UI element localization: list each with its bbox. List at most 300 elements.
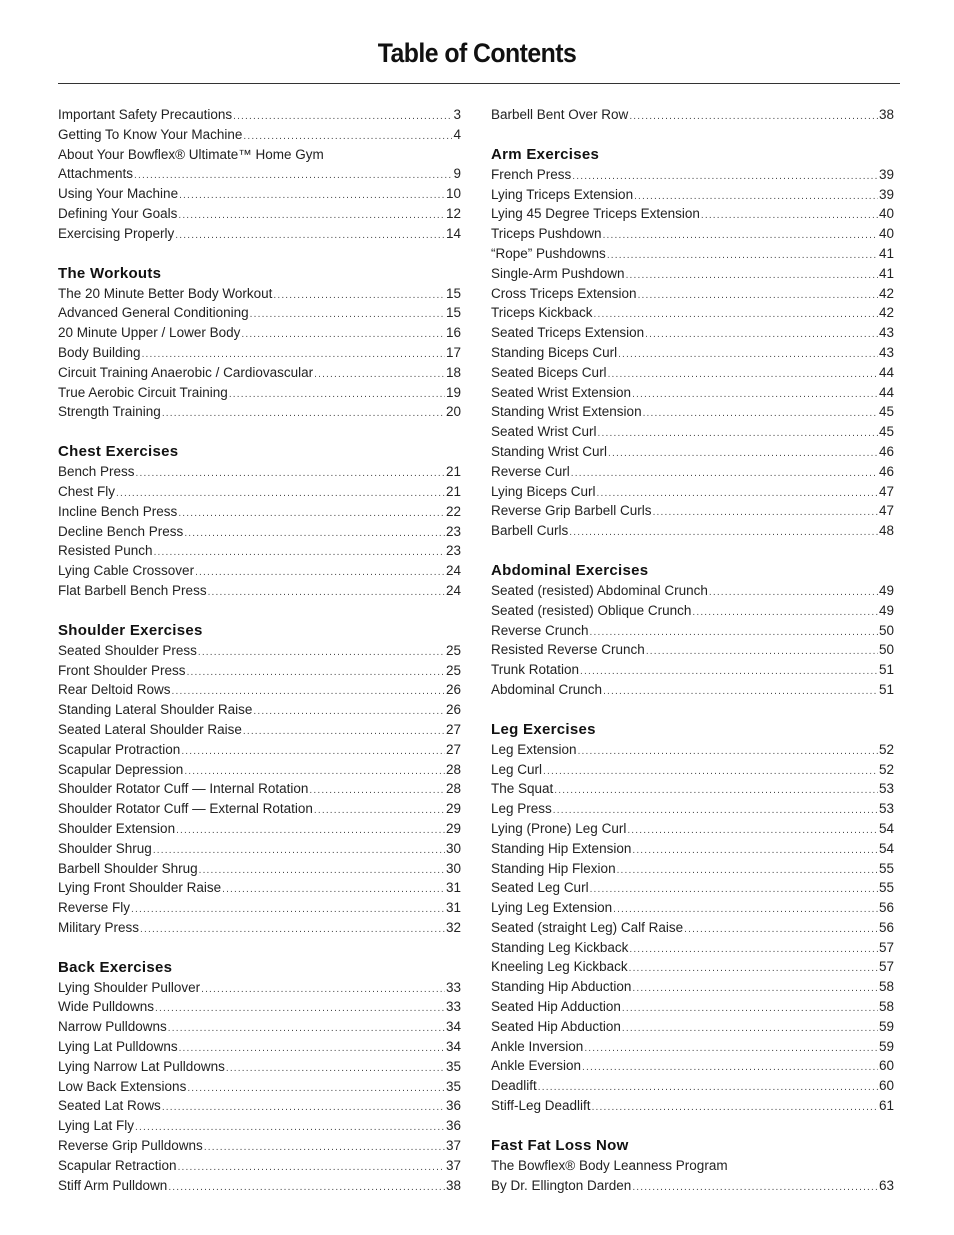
entry-title: Seated Leg Curl xyxy=(491,880,589,896)
dot-leader xyxy=(201,980,445,998)
toc-entry[interactable] xyxy=(58,779,461,799)
entry-title: Barbell Curls xyxy=(491,523,569,539)
toc-entry[interactable] xyxy=(491,898,894,918)
dot-leader xyxy=(195,563,445,581)
toc-entry[interactable] xyxy=(491,383,894,403)
entry-title: Deadlift xyxy=(491,1078,537,1094)
dot-leader xyxy=(184,762,445,780)
dot-leader xyxy=(643,404,878,422)
entry-title: Seated Hip Adduction xyxy=(491,999,621,1015)
entry-title: Shoulder Shrug xyxy=(58,840,152,856)
page-number: 24 xyxy=(445,563,461,579)
entry-title: Lying Triceps Extension xyxy=(491,186,634,202)
page-number: 23 xyxy=(445,523,461,539)
entry-title: Body Building xyxy=(58,344,141,360)
page-number: 57 xyxy=(878,959,894,975)
toc-entry[interactable] xyxy=(491,323,894,343)
toc-entry[interactable] xyxy=(58,1136,461,1156)
toc-section-arm-exercises xyxy=(491,145,894,541)
page-number: 20 xyxy=(445,404,461,420)
section-heading: Abdominal Exercises xyxy=(491,561,649,579)
dot-leader xyxy=(233,107,452,125)
entry-title: Leg Extension xyxy=(491,741,577,757)
page-number: 32 xyxy=(445,919,461,935)
toc-entry[interactable] xyxy=(491,621,894,641)
page-number: 43 xyxy=(878,325,894,341)
page-number: 33 xyxy=(445,999,461,1015)
dot-leader xyxy=(253,702,445,720)
page-number: 42 xyxy=(878,305,894,321)
page-number: 58 xyxy=(878,999,894,1015)
toc-entry[interactable] xyxy=(491,1037,894,1057)
entry-title: Standing Biceps Curl xyxy=(491,344,618,360)
page-number: 50 xyxy=(878,622,894,638)
toc-entry[interactable] xyxy=(58,522,461,542)
entry-title: Lying Lat Pulldowns xyxy=(58,1039,178,1055)
toc-entry-line: The Bowflex® Body Leanness Program xyxy=(491,1157,728,1173)
toc-entry[interactable] xyxy=(491,185,894,205)
entry-title: Bench Press xyxy=(58,464,135,480)
entry-title: Strength Training xyxy=(58,404,161,420)
dot-leader xyxy=(131,900,445,918)
entry-title: True Aerobic Circuit Training xyxy=(58,384,228,400)
page-number: 38 xyxy=(878,107,894,122)
dot-leader xyxy=(603,226,878,244)
entry-title: Resisted Reverse Crunch xyxy=(491,642,645,658)
toc-right-column xyxy=(491,105,894,1215)
page-number: 54 xyxy=(878,820,894,836)
toc-entry[interactable] xyxy=(58,323,461,343)
section-heading: Chest Exercises xyxy=(58,443,179,461)
page-number: 48 xyxy=(878,523,894,539)
entry-title: Seated Hip Abduction xyxy=(491,1018,621,1034)
toc-entry[interactable] xyxy=(58,105,461,125)
entry-title: Exercising Properly xyxy=(58,225,175,241)
page-number: 44 xyxy=(878,384,894,400)
toc-entry[interactable] xyxy=(58,462,461,482)
dot-leader xyxy=(187,663,445,681)
page-number: 54 xyxy=(878,840,894,856)
toc-entry[interactable] xyxy=(491,640,894,660)
entry-title: Front Shoulder Press xyxy=(58,662,186,678)
dot-leader xyxy=(168,1019,445,1037)
page-number: 25 xyxy=(445,662,461,678)
dot-leader xyxy=(538,1078,878,1096)
toc-entry[interactable] xyxy=(58,839,461,859)
toc-entry[interactable] xyxy=(58,819,461,839)
toc-entry[interactable] xyxy=(58,204,461,224)
toc-entry[interactable] xyxy=(58,402,461,422)
dot-leader xyxy=(582,1058,878,1076)
toc-entry[interactable] xyxy=(58,1037,461,1057)
entry-title: Advanced General Conditioning xyxy=(58,305,249,321)
dot-leader xyxy=(646,642,878,660)
entry-title: Lying Shoulder Pullover xyxy=(58,979,201,995)
toc-entry[interactable] xyxy=(58,1116,461,1136)
page-number: 21 xyxy=(445,464,461,480)
toc-entry[interactable] xyxy=(58,641,461,661)
entry-title: Leg Press xyxy=(491,801,552,817)
page-number: 36 xyxy=(445,1118,461,1134)
entry-title: Rear Deltoid Rows xyxy=(58,682,171,698)
dot-leader xyxy=(626,266,878,284)
entry-title: Triceps Kickback xyxy=(491,305,593,321)
dot-leader xyxy=(175,226,445,244)
page-number: 16 xyxy=(445,325,461,341)
toc-entry[interactable] xyxy=(58,997,461,1017)
toc-entry[interactable] xyxy=(58,1176,461,1196)
toc-entry[interactable] xyxy=(491,839,894,859)
page-number: 30 xyxy=(445,860,461,876)
dot-leader xyxy=(608,365,878,383)
toc-entry[interactable] xyxy=(491,105,894,125)
entry-title: Important Safety Precautions xyxy=(58,107,233,122)
toc-entry[interactable] xyxy=(58,740,461,760)
dot-leader xyxy=(597,484,878,502)
dot-leader xyxy=(155,999,445,1017)
toc-entry[interactable] xyxy=(491,581,894,601)
dot-leader xyxy=(116,484,445,502)
toc-entry[interactable] xyxy=(58,303,461,323)
toc-entry[interactable] xyxy=(58,720,461,740)
toc-section-chest-exercises xyxy=(58,442,461,601)
page-number: 55 xyxy=(878,860,894,876)
entry-title: Leg Curl xyxy=(491,761,543,777)
page-number: 14 xyxy=(445,225,461,241)
toc-entry[interactable] xyxy=(491,284,894,304)
entry-title: Seated Biceps Curl xyxy=(491,364,607,380)
page-number: 39 xyxy=(878,186,894,202)
entry-title: Shoulder Extension xyxy=(58,820,176,836)
toc-entry[interactable] xyxy=(58,541,461,561)
dot-leader xyxy=(250,305,445,323)
entry-title: Incline Bench Press xyxy=(58,503,178,519)
toc-entry[interactable] xyxy=(58,978,461,998)
dot-leader xyxy=(179,186,445,204)
dot-leader xyxy=(154,543,445,561)
toc-entry[interactable] xyxy=(58,760,461,780)
entry-title: Standing Lateral Shoulder Raise xyxy=(58,702,253,718)
dot-leader xyxy=(638,286,878,304)
entry-title: Circuit Training Anaerobic / Cardiovascular xyxy=(58,364,314,380)
dot-leader xyxy=(162,1098,445,1116)
page-number: 49 xyxy=(878,602,894,618)
toc-entry[interactable] xyxy=(58,343,461,363)
dot-leader xyxy=(592,1098,878,1116)
page-number: 19 xyxy=(445,384,461,400)
toc-entry[interactable] xyxy=(58,1077,461,1097)
dot-leader xyxy=(243,127,452,145)
page-number: 40 xyxy=(878,206,894,222)
dot-leader xyxy=(632,1178,878,1196)
entry-title: Scapular Depression xyxy=(58,761,184,777)
entry-title: “Rope” Pushdowns xyxy=(491,245,606,261)
page-number: 12 xyxy=(445,205,461,221)
toc-entry[interactable] xyxy=(491,264,894,284)
page-number: 26 xyxy=(445,682,461,698)
page-number: 34 xyxy=(445,1019,461,1035)
toc-entry-line: About Your Bowflex® Ultimate™ Home Gym xyxy=(58,146,324,162)
entry-title: Lying Front Shoulder Raise xyxy=(58,880,222,896)
dot-leader xyxy=(187,1079,445,1097)
entry-title: Seated Triceps Extension xyxy=(491,325,645,341)
toc-entry[interactable] xyxy=(491,343,894,363)
dot-leader xyxy=(140,920,445,938)
entry-title: Standing Hip Extension xyxy=(491,840,632,856)
toc-entry[interactable] xyxy=(491,442,894,462)
entry-title: Single-Arm Pushdown xyxy=(491,265,625,281)
entry-title: Barbell Shoulder Shrug xyxy=(58,860,198,876)
page-number: 40 xyxy=(878,226,894,242)
page-number: 37 xyxy=(445,1157,461,1173)
dot-leader xyxy=(594,305,878,323)
page-number: 22 xyxy=(445,503,461,519)
entry-title: Standing Wrist Curl xyxy=(491,443,608,459)
entry-title: Reverse Curl xyxy=(491,463,570,479)
dot-leader xyxy=(222,880,445,898)
page-number: 9 xyxy=(453,166,461,182)
toc-entry[interactable] xyxy=(58,1096,461,1116)
page-number: 30 xyxy=(445,840,461,856)
page-number: 56 xyxy=(878,900,894,916)
toc-entry[interactable] xyxy=(491,680,894,700)
toc-entry[interactable] xyxy=(58,502,461,522)
toc-entry[interactable] xyxy=(58,125,461,145)
dot-leader xyxy=(204,1138,445,1156)
toc-entry[interactable] xyxy=(58,363,461,383)
page-number: 63 xyxy=(878,1177,894,1193)
entry-title: Chest Fly xyxy=(58,483,116,499)
page-number: 18 xyxy=(445,364,461,380)
entry-title: Seated Wrist Curl xyxy=(491,424,597,440)
dot-leader xyxy=(142,345,445,363)
toc-entry[interactable] xyxy=(491,422,894,442)
toc-entry[interactable] xyxy=(491,521,894,541)
entry-title: Barbell Bent Over Row xyxy=(491,107,629,122)
dot-leader xyxy=(569,523,878,541)
toc-entry[interactable] xyxy=(58,224,461,244)
page-number: 53 xyxy=(878,781,894,797)
toc-section-general xyxy=(58,105,461,244)
toc-section-general xyxy=(491,105,894,125)
entry-title: Attachments xyxy=(58,166,134,182)
page-number: 50 xyxy=(878,642,894,658)
entry-title: Abdominal Crunch xyxy=(491,681,603,697)
page-number: 60 xyxy=(878,1078,894,1094)
toc-entry[interactable] xyxy=(491,819,894,839)
toc-entry[interactable] xyxy=(491,303,894,323)
entry-title: Seated Wrist Extension xyxy=(491,384,632,400)
page-number: 4 xyxy=(453,126,461,142)
page-number: 51 xyxy=(878,681,894,697)
dot-leader xyxy=(176,821,445,839)
page-number: 57 xyxy=(878,939,894,955)
toc-entry[interactable] xyxy=(58,680,461,700)
dot-leader xyxy=(617,861,878,879)
toc-entry[interactable] xyxy=(491,224,894,244)
dot-leader xyxy=(618,345,878,363)
page-number: 31 xyxy=(445,880,461,896)
toc-entry[interactable] xyxy=(491,740,894,760)
page-number: 23 xyxy=(445,543,461,559)
entry-title: Scapular Retraction xyxy=(58,1157,177,1173)
entry-title: Decline Bench Press xyxy=(58,523,184,539)
dot-leader xyxy=(168,1178,445,1196)
page-number: 46 xyxy=(878,463,894,479)
dot-leader xyxy=(543,762,878,780)
dot-leader xyxy=(632,841,878,859)
dot-leader xyxy=(136,464,445,482)
page-number: 44 xyxy=(878,364,894,380)
toc-entry[interactable] xyxy=(491,482,894,502)
dot-leader xyxy=(314,365,445,383)
dot-leader xyxy=(273,286,445,304)
entry-title: Shoulder Rotator Cuff — External Rotation xyxy=(58,801,313,817)
dot-leader xyxy=(134,166,452,184)
toc-entry[interactable] xyxy=(491,859,894,879)
toc-entry[interactable] xyxy=(491,1096,894,1116)
dot-leader xyxy=(590,623,878,641)
toc-entry[interactable] xyxy=(58,859,461,879)
dot-leader xyxy=(241,325,445,343)
dot-leader xyxy=(135,1118,445,1136)
entry-title: Scapular Protraction xyxy=(58,741,181,757)
toc-entry[interactable] xyxy=(58,898,461,918)
toc-entry[interactable] xyxy=(58,1156,461,1176)
entry-title: Wide Pulldowns xyxy=(58,999,155,1015)
toc-entry[interactable] xyxy=(491,204,894,224)
dot-leader xyxy=(709,583,878,601)
toc-entry[interactable] xyxy=(58,799,461,819)
dot-leader xyxy=(603,682,878,700)
toc-entry[interactable] xyxy=(491,799,894,819)
toc-entry[interactable] xyxy=(491,1017,894,1037)
entry-title: The 20 Minute Better Body Workout xyxy=(58,285,273,301)
toc-section-fast-fat-loss-now xyxy=(491,1136,894,1196)
toc-section-abdominal-exercises xyxy=(491,561,894,700)
toc-entry[interactable] xyxy=(491,462,894,482)
dot-leader xyxy=(634,187,878,205)
dot-leader xyxy=(632,385,878,403)
dot-leader xyxy=(309,781,445,799)
toc-entry[interactable] xyxy=(491,1056,894,1076)
dot-leader xyxy=(627,821,878,839)
page-number: 53 xyxy=(878,801,894,817)
dot-leader xyxy=(684,920,878,938)
dot-leader xyxy=(198,643,445,661)
entry-title: Reverse Grip Barbell Curls xyxy=(491,503,652,519)
toc-entry[interactable] xyxy=(58,1017,461,1037)
page-number: 28 xyxy=(445,781,461,797)
toc-entry[interactable] xyxy=(58,661,461,681)
toc-entry[interactable] xyxy=(58,164,461,184)
entry-title: Reverse Grip Pulldowns xyxy=(58,1138,203,1154)
page-number: 24 xyxy=(445,582,461,598)
toc-entry[interactable] xyxy=(58,184,461,204)
toc-entry[interactable] xyxy=(491,363,894,383)
entry-title: Stiff-Leg Deadlift xyxy=(491,1098,591,1114)
page-number: 33 xyxy=(445,979,461,995)
dot-leader xyxy=(629,940,878,958)
toc-entry[interactable] xyxy=(58,700,461,720)
toc-entry[interactable] xyxy=(491,402,894,422)
dot-leader xyxy=(179,1039,445,1057)
entry-title: Seated Shoulder Press xyxy=(58,642,197,658)
toc-entry[interactable] xyxy=(491,878,894,898)
toc-entry[interactable] xyxy=(58,581,461,601)
dot-leader xyxy=(629,959,878,977)
entry-title: Standing Hip Abduction xyxy=(491,979,632,995)
page-number: 47 xyxy=(878,503,894,519)
dot-leader xyxy=(184,524,445,542)
page-number: 45 xyxy=(878,404,894,420)
toc-entry[interactable] xyxy=(491,244,894,264)
toc-entry[interactable] xyxy=(491,779,894,799)
toc-entry[interactable] xyxy=(58,284,461,304)
entry-title: Getting To Know Your Machine xyxy=(58,126,243,142)
toc-entry[interactable] xyxy=(58,561,461,581)
toc-section-the-workouts xyxy=(58,264,461,423)
dot-leader xyxy=(598,424,878,442)
page-number: 59 xyxy=(878,1038,894,1054)
toc-section-leg-exercises xyxy=(491,720,894,1116)
toc-entry[interactable] xyxy=(58,878,461,898)
toc-entry[interactable] xyxy=(491,165,894,185)
toc-section-shoulder-exercises xyxy=(58,621,461,938)
toc-entry[interactable] xyxy=(58,918,461,938)
dot-leader xyxy=(629,107,878,125)
toc-entry[interactable] xyxy=(491,957,894,977)
toc-entry[interactable] xyxy=(491,501,894,521)
page-number: 27 xyxy=(445,741,461,757)
entry-title: Flat Barbell Bench Press xyxy=(58,582,207,598)
entry-title: Standing Hip Flexion xyxy=(491,860,616,876)
section-heading: Back Exercises xyxy=(58,958,173,976)
page-title: Table of Contents xyxy=(377,38,577,68)
toc-entry[interactable] xyxy=(491,660,894,680)
section-heading: Arm Exercises xyxy=(491,145,600,163)
entry-title: Seated (resisted) Oblique Crunch xyxy=(491,602,692,618)
dot-leader xyxy=(692,603,878,621)
dot-leader xyxy=(580,662,878,680)
dot-leader xyxy=(208,583,445,601)
page-number: 43 xyxy=(878,344,894,360)
toc-entry[interactable] xyxy=(491,1176,894,1196)
toc-entry[interactable] xyxy=(491,760,894,780)
toc-entry[interactable] xyxy=(491,977,894,997)
toc-entry[interactable] xyxy=(491,1076,894,1096)
entry-title: Lying Cable Crossover xyxy=(58,563,195,579)
toc-entry[interactable] xyxy=(58,383,461,403)
page-number: 31 xyxy=(445,900,461,916)
page-number: 29 xyxy=(445,801,461,817)
page-number: 42 xyxy=(878,285,894,301)
entry-title: Seated (resisted) Abdominal Crunch xyxy=(491,582,708,598)
toc-entry[interactable] xyxy=(491,601,894,621)
section-heading: Shoulder Exercises xyxy=(58,621,203,639)
entry-title: Using Your Machine xyxy=(58,186,179,202)
dot-leader xyxy=(178,1158,445,1176)
title-divider xyxy=(58,83,900,84)
toc-entry[interactable] xyxy=(491,938,894,958)
toc-entry[interactable] xyxy=(491,918,894,938)
entry-title: Defining Your Goals xyxy=(58,205,178,221)
toc-entry[interactable] xyxy=(58,1057,461,1077)
toc-entry[interactable] xyxy=(491,997,894,1017)
section-heading: Leg Exercises xyxy=(491,720,596,738)
toc-entry[interactable] xyxy=(58,482,461,502)
dot-leader xyxy=(243,722,445,740)
